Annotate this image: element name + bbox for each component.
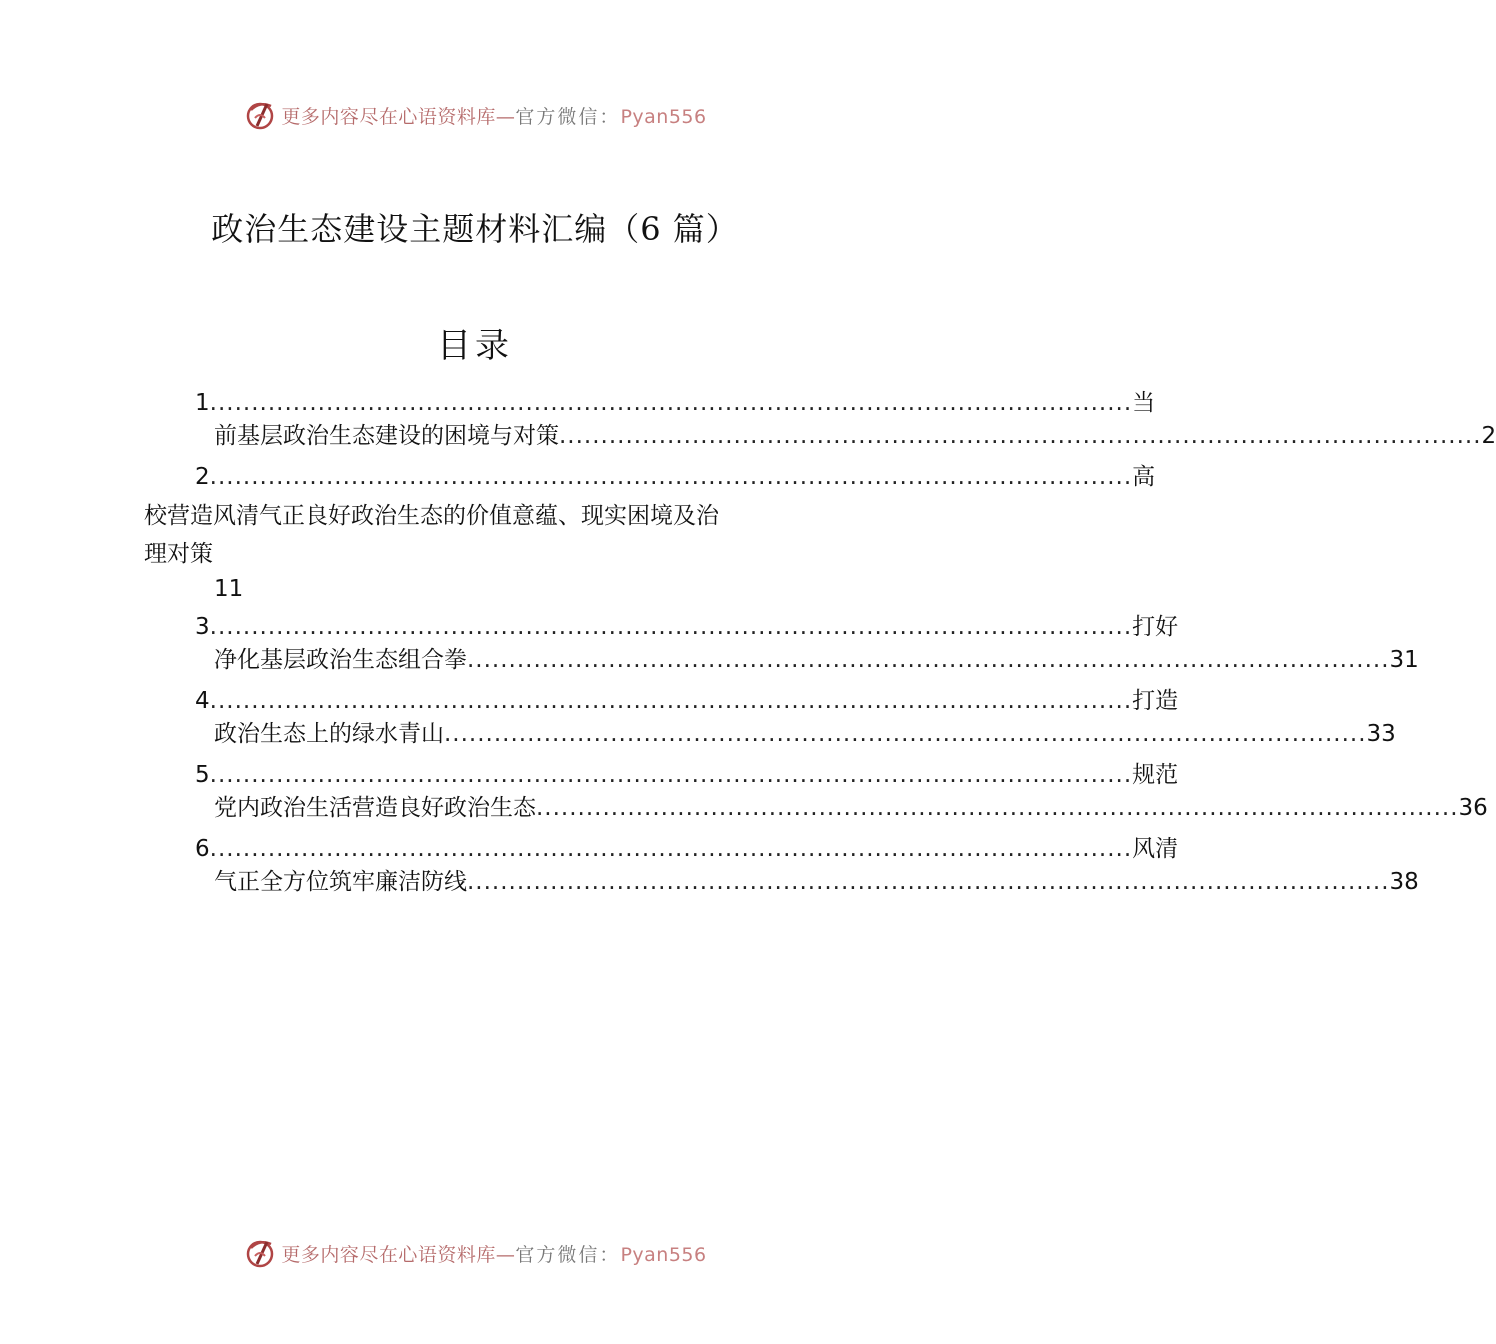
toc-entry-4-lead[interactable] [195, 686, 1179, 716]
toc-entry-title-start: 规范 [1132, 762, 1179, 788]
toc-entry-title: 前基层政治生态建设的困境与对策 [214, 423, 559, 449]
watermark-dash: — [495, 1243, 516, 1266]
toc-entry-2-page[interactable]: 11 [214, 576, 244, 602]
watermark-wechat-id: Pyan556 [620, 1243, 707, 1266]
toc-entry-5-cont[interactable] [214, 793, 1488, 823]
toc-leader-dots: ............................................................................................................... [209, 614, 1133, 640]
toc-leader-dots: ............................................................................................................... [559, 423, 1482, 449]
watermark-official-label: 官方微信： [515, 105, 621, 128]
toc-page-number: 36 [1458, 795, 1488, 821]
toc-leader-dots: ............................................................................................................... [209, 762, 1133, 788]
watermark-brand: 更多内容尽在心语资料库 [281, 1243, 496, 1266]
toc-entry-6-lead[interactable] [195, 834, 1179, 864]
toc-page-number: 33 [1366, 721, 1396, 747]
toc-entry-4-cont[interactable] [214, 719, 1396, 749]
toc-entry-1-lead[interactable] [195, 388, 1156, 418]
toc-entry-1-cont[interactable] [214, 421, 1496, 451]
toc-entry-2-wrap-2[interactable]: 理对策 [144, 541, 213, 567]
toc-entry-title-start: 当 [1132, 390, 1156, 416]
watermark-wechat-id: Pyan556 [620, 105, 707, 128]
toc-entry-number: 5 [195, 762, 210, 788]
watermark-official-label: 官方微信： [515, 1243, 621, 1266]
toc-entry-title-start: 打造 [1132, 688, 1179, 714]
toc-entry-title: 党内政治生活营造良好政治生态 [214, 795, 536, 821]
toc-page-number: 2 [1481, 423, 1496, 449]
toc-entry-3-cont[interactable] [214, 645, 1419, 675]
toc-leader-dots: ............................................................................................................... [536, 795, 1459, 821]
footer-watermark [0, 1233, 950, 1273]
toc-entry-number: 6 [195, 836, 210, 862]
toc-leader-dots: ............................................................................................................... [209, 390, 1133, 416]
toc-entry-title: 净化基层政治生态组合拳 [214, 647, 467, 673]
watermark-dash: — [495, 105, 516, 128]
toc-entry-title: 气正全方位筑牢廉洁防线 [214, 869, 467, 895]
toc-entry-title-start: 打好 [1132, 614, 1179, 640]
toc-leader-dots: ............................................................................................................... [444, 721, 1367, 747]
toc-leader-dots: ............................................................................................................... [467, 647, 1390, 673]
toc-entry-number: 2 [195, 464, 210, 490]
toc-entry-2-wrap-1[interactable]: 校营造风清气正良好政治生态的价值意蕴、现实困境及治 [144, 503, 719, 529]
toc-entry-title: 政治生态上的绿水青山 [214, 721, 444, 747]
toc-leader-dots: ............................................................................................................... [209, 688, 1133, 714]
toc-entry-5-lead[interactable] [195, 760, 1179, 790]
watermark-brand: 更多内容尽在心语资料库 [281, 105, 496, 128]
toc-leader-dots: ............................................................................................................... [467, 869, 1390, 895]
toc-entry-title-start: 高 [1132, 464, 1156, 490]
header-watermark [0, 95, 950, 135]
toc-page-number: 38 [1389, 869, 1419, 895]
toc-heading: 目录 [437, 326, 513, 366]
toc-entry-number: 1 [195, 390, 210, 416]
toc-entry-number: 3 [195, 614, 210, 640]
toc-entry-number: 4 [195, 688, 210, 714]
toc-leader-dots: ............................................................................................................... [209, 836, 1133, 862]
toc-entry-2-lead[interactable] [195, 462, 1156, 492]
toc-leader-dots: ............................................................................................................... [209, 464, 1133, 490]
toc-page-number: 31 [1389, 647, 1419, 673]
brand-logo-icon [243, 1236, 277, 1270]
toc-entry-6-cont[interactable] [214, 867, 1419, 897]
document-title: 政治生态建设主题材料汇编（6 篇） [211, 210, 739, 248]
toc-entry-title-start: 风清 [1132, 836, 1179, 862]
toc-entry-3-lead[interactable] [195, 612, 1179, 642]
brand-logo-icon [243, 98, 277, 132]
